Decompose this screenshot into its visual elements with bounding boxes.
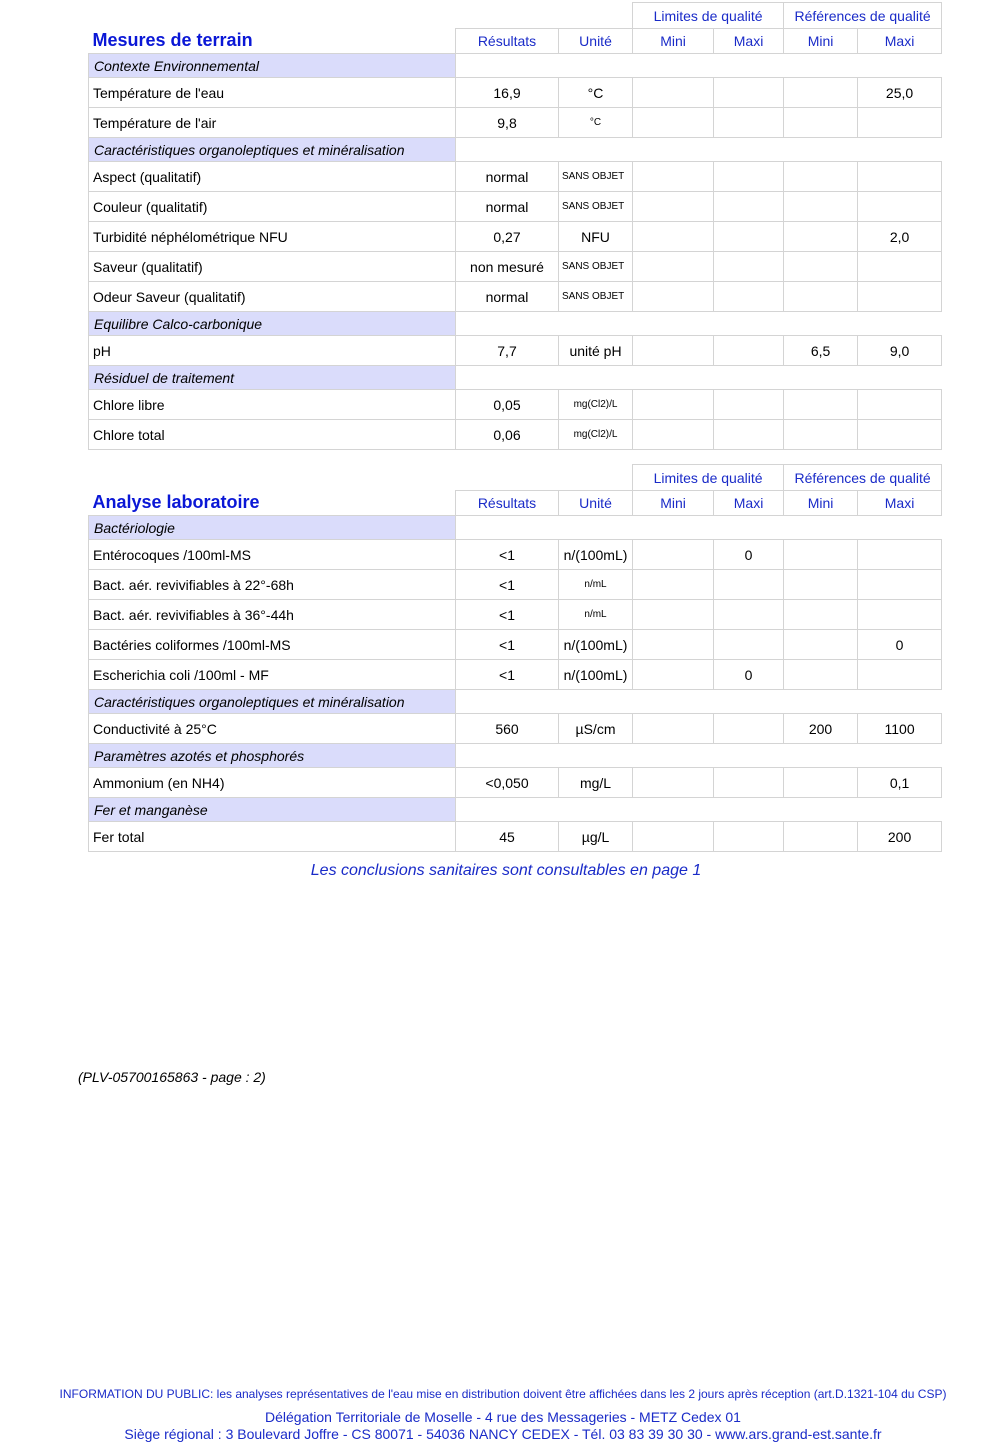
category-row (89, 312, 942, 336)
limit-max-value (714, 162, 784, 192)
reference-min-value (784, 768, 858, 798)
limit-min-value (633, 714, 714, 744)
category-row (89, 744, 942, 768)
limit-min-value (633, 336, 714, 366)
limit-min-value (633, 768, 714, 798)
col-results-header: Résultats (456, 491, 559, 516)
limit-min-value (633, 78, 714, 108)
section-title: Mesures de terrain (92, 30, 253, 50)
category-label: Caractéristiques organoleptiques et minéralisation (89, 690, 456, 714)
unit-value: °C (559, 108, 633, 138)
unit-value: NFU (559, 222, 633, 252)
reference-min-value (784, 282, 858, 312)
limit-max-value: 0 (714, 540, 784, 570)
reference-max-value: 2,0 (858, 222, 942, 252)
limit-min-value (633, 192, 714, 222)
limit-min-value (633, 420, 714, 450)
limit-max-value (714, 714, 784, 744)
table-row (89, 336, 942, 366)
parameter-name: Chlore libre (89, 390, 456, 420)
limit-max-value: 0 (714, 660, 784, 690)
reference-max-value (858, 540, 942, 570)
limit-max-value (714, 252, 784, 282)
table-row (89, 570, 942, 600)
limit-min-value (633, 108, 714, 138)
parameter-name: Chlore total (89, 420, 456, 450)
category-label: Caractéristiques organoleptiques et minéralisation (89, 138, 456, 162)
result-value: 0,27 (456, 222, 559, 252)
parameter-name: Ammonium (en NH4) (89, 768, 456, 798)
unit-value: µS/cm (559, 714, 633, 744)
parameter-name: Température de l'eau (89, 78, 456, 108)
reference-max-value (858, 570, 942, 600)
col-unit-header: Unité (559, 491, 633, 516)
unit-value: °C (559, 78, 633, 108)
reference-max-value: 200 (858, 822, 942, 852)
col-limit-max-header: Maxi (714, 491, 784, 516)
limit-min-value (633, 630, 714, 660)
limit-min-value (633, 162, 714, 192)
col-unit-header: Unité (559, 29, 633, 54)
reference-min-value (784, 108, 858, 138)
parameter-name: Température de l'air (89, 108, 456, 138)
category-label: Fer et manganèse (89, 798, 456, 822)
col-limit-min-header: Mini (633, 491, 714, 516)
parameter-name: Conductivité à 25°C (89, 714, 456, 744)
conclusion-note: Les conclusions sanitaires sont consultables en page 1 (310, 862, 702, 879)
result-value: normal (456, 192, 559, 222)
result-value: 9,8 (456, 108, 559, 138)
table-row (89, 252, 942, 282)
limit-max-value (714, 336, 784, 366)
category-label: Bactériologie (89, 516, 456, 540)
reference-max-value (858, 282, 942, 312)
reference-max-value (858, 162, 942, 192)
reference-min-value (784, 822, 858, 852)
lab-analysis-table (88, 464, 942, 852)
result-value: non mesuré (456, 252, 559, 282)
col-ref-min-header: Mini (784, 491, 858, 516)
result-value: 45 (456, 822, 559, 852)
parameter-name: pH (89, 336, 456, 366)
reference-min-value (784, 222, 858, 252)
table-row (89, 714, 942, 744)
table-row (89, 222, 942, 252)
parameter-name: Bact. aér. revivifiables à 22°-68h (89, 570, 456, 600)
col-results-header: Résultats (456, 29, 559, 54)
unit-value: µg/L (559, 822, 633, 852)
table-row (89, 660, 942, 690)
result-value: <1 (456, 660, 559, 690)
reference-min-value (784, 252, 858, 282)
reference-min-value (784, 630, 858, 660)
unit-value: SANS OBJET (559, 252, 633, 282)
table-row (89, 630, 942, 660)
col-ref-max-header: Maxi (858, 29, 942, 54)
limit-max-value (714, 570, 784, 600)
limit-min-value (633, 222, 714, 252)
parameter-name: Fer total (89, 822, 456, 852)
category-label: Résiduel de traitement (89, 366, 456, 390)
limit-min-value (633, 252, 714, 282)
result-value: 0,06 (456, 420, 559, 450)
limit-max-value (714, 822, 784, 852)
limit-max-value (714, 108, 784, 138)
unit-value: SANS OBJET (559, 282, 633, 312)
reference-max-value (858, 390, 942, 420)
footer-head-office: Siège régional : 3 Boulevard Joffre - CS 80071 - 54036 NANCY CEDEX - Tél. 03 83 39 30 30 - www.ars.grand-est.sante.fr (124, 1426, 882, 1442)
unit-value: SANS OBJET (559, 162, 633, 192)
limit-max-value (714, 282, 784, 312)
reference-min-value (784, 78, 858, 108)
limit-min-value (633, 282, 714, 312)
reference-max-value (858, 108, 942, 138)
result-value: 0,05 (456, 390, 559, 420)
col-ref-max-header: Maxi (858, 491, 942, 516)
quality-limits-header: Limites de qualité (633, 3, 784, 29)
unit-value: n/(100mL) (559, 660, 633, 690)
quality-limits-header: Limites de qualité (633, 465, 784, 491)
limit-min-value (633, 822, 714, 852)
result-value: normal (456, 162, 559, 192)
table-row (89, 162, 942, 192)
result-value: <1 (456, 630, 559, 660)
page-reference: (PLV-05700165863 - page : 2) (78, 1069, 266, 1085)
reference-min-value (784, 192, 858, 222)
limit-min-value (633, 660, 714, 690)
limit-max-value (714, 600, 784, 630)
result-value: <1 (456, 540, 559, 570)
table-row (89, 540, 942, 570)
reference-max-value: 9,0 (858, 336, 942, 366)
col-ref-min-header: Mini (784, 29, 858, 54)
reference-max-value (858, 420, 942, 450)
table-row (89, 822, 942, 852)
limit-max-value (714, 222, 784, 252)
result-value: 560 (456, 714, 559, 744)
reference-min-value (784, 420, 858, 450)
category-row (89, 138, 942, 162)
parameter-name: Odeur Saveur (qualitatif) (89, 282, 456, 312)
reference-max-value (858, 192, 942, 222)
limit-max-value (714, 390, 784, 420)
table-row (89, 192, 942, 222)
category-row (89, 54, 942, 78)
reference-min-value: 6,5 (784, 336, 858, 366)
limit-min-value (633, 540, 714, 570)
result-value: normal (456, 282, 559, 312)
limit-min-value (633, 570, 714, 600)
reference-min-value (784, 390, 858, 420)
result-value: <1 (456, 600, 559, 630)
result-value: 16,9 (456, 78, 559, 108)
category-row (89, 516, 942, 540)
parameter-name: Entérocoques /100ml-MS (89, 540, 456, 570)
unit-value: n/(100mL) (559, 540, 633, 570)
reference-min-value (784, 162, 858, 192)
limit-max-value (714, 192, 784, 222)
table-row (89, 600, 942, 630)
field-measurements-table (88, 2, 942, 450)
col-limit-min-header: Mini (633, 29, 714, 54)
table-row (89, 78, 942, 108)
limit-min-value (633, 390, 714, 420)
table-row (89, 108, 942, 138)
reference-min-value (784, 600, 858, 630)
reference-min-value (784, 540, 858, 570)
limit-max-value (714, 768, 784, 798)
limit-max-value (714, 630, 784, 660)
limit-min-value (633, 600, 714, 630)
unit-value: n/(100mL) (559, 630, 633, 660)
unit-value: n/mL (559, 570, 633, 600)
reference-max-value (858, 600, 942, 630)
category-row (89, 366, 942, 390)
result-value: <0,050 (456, 768, 559, 798)
category-row (89, 690, 942, 714)
unit-value: n/mL (559, 600, 633, 630)
category-label: Contexte Environnemental (89, 54, 456, 78)
unit-value: SANS OBJET (559, 192, 633, 222)
parameter-name: Aspect (qualitatif) (89, 162, 456, 192)
limit-max-value (714, 420, 784, 450)
parameter-name: Turbidité néphélométrique NFU (89, 222, 456, 252)
reference-min-value (784, 570, 858, 600)
footer-public-information: INFORMATION DU PUBLIC: les analyses représentatives de l'eau mise en distribution doivent être affichées dans les 2 jours après réception (art.D.1321-104 du CSP) (59, 1387, 947, 1401)
table-row (89, 390, 942, 420)
unit-value: mg(Cl2)/L (559, 390, 633, 420)
reference-min-value: 200 (784, 714, 858, 744)
unit-value: mg(Cl2)/L (559, 420, 633, 450)
footer-delegation-address: Délégation Territoriale de Moselle - 4 rue des Messageries - METZ Cedex 01 (265, 1409, 741, 1425)
parameter-name: Couleur (qualitatif) (89, 192, 456, 222)
parameter-name: Escherichia coli /100ml - MF (89, 660, 456, 690)
section-title: Analyse laboratoire (92, 492, 260, 512)
reference-max-value: 0 (858, 630, 942, 660)
parameter-name: Bact. aér. revivifiables à 36°-44h (89, 600, 456, 630)
reference-max-value (858, 660, 942, 690)
result-value: <1 (456, 570, 559, 600)
category-label: Paramètres azotés et phosphorés (89, 744, 456, 768)
table-row (89, 282, 942, 312)
reference-max-value: 25,0 (858, 78, 942, 108)
category-row (89, 798, 942, 822)
quality-references-header: Références de qualité (784, 465, 942, 491)
unit-value: unité pH (559, 336, 633, 366)
reference-max-value: 1100 (858, 714, 942, 744)
category-label: Equilibre Calco-carbonique (89, 312, 456, 336)
quality-references-header: Références de qualité (784, 3, 942, 29)
parameter-name: Bactéries coliformes /100ml-MS (89, 630, 456, 660)
table-row (89, 420, 942, 450)
parameter-name: Saveur (qualitatif) (89, 252, 456, 282)
reference-min-value (784, 660, 858, 690)
table-row (89, 768, 942, 798)
unit-value: mg/L (559, 768, 633, 798)
reference-max-value: 0,1 (858, 768, 942, 798)
col-limit-max-header: Maxi (714, 29, 784, 54)
result-value: 7,7 (456, 336, 559, 366)
limit-max-value (714, 78, 784, 108)
reference-max-value (858, 252, 942, 282)
